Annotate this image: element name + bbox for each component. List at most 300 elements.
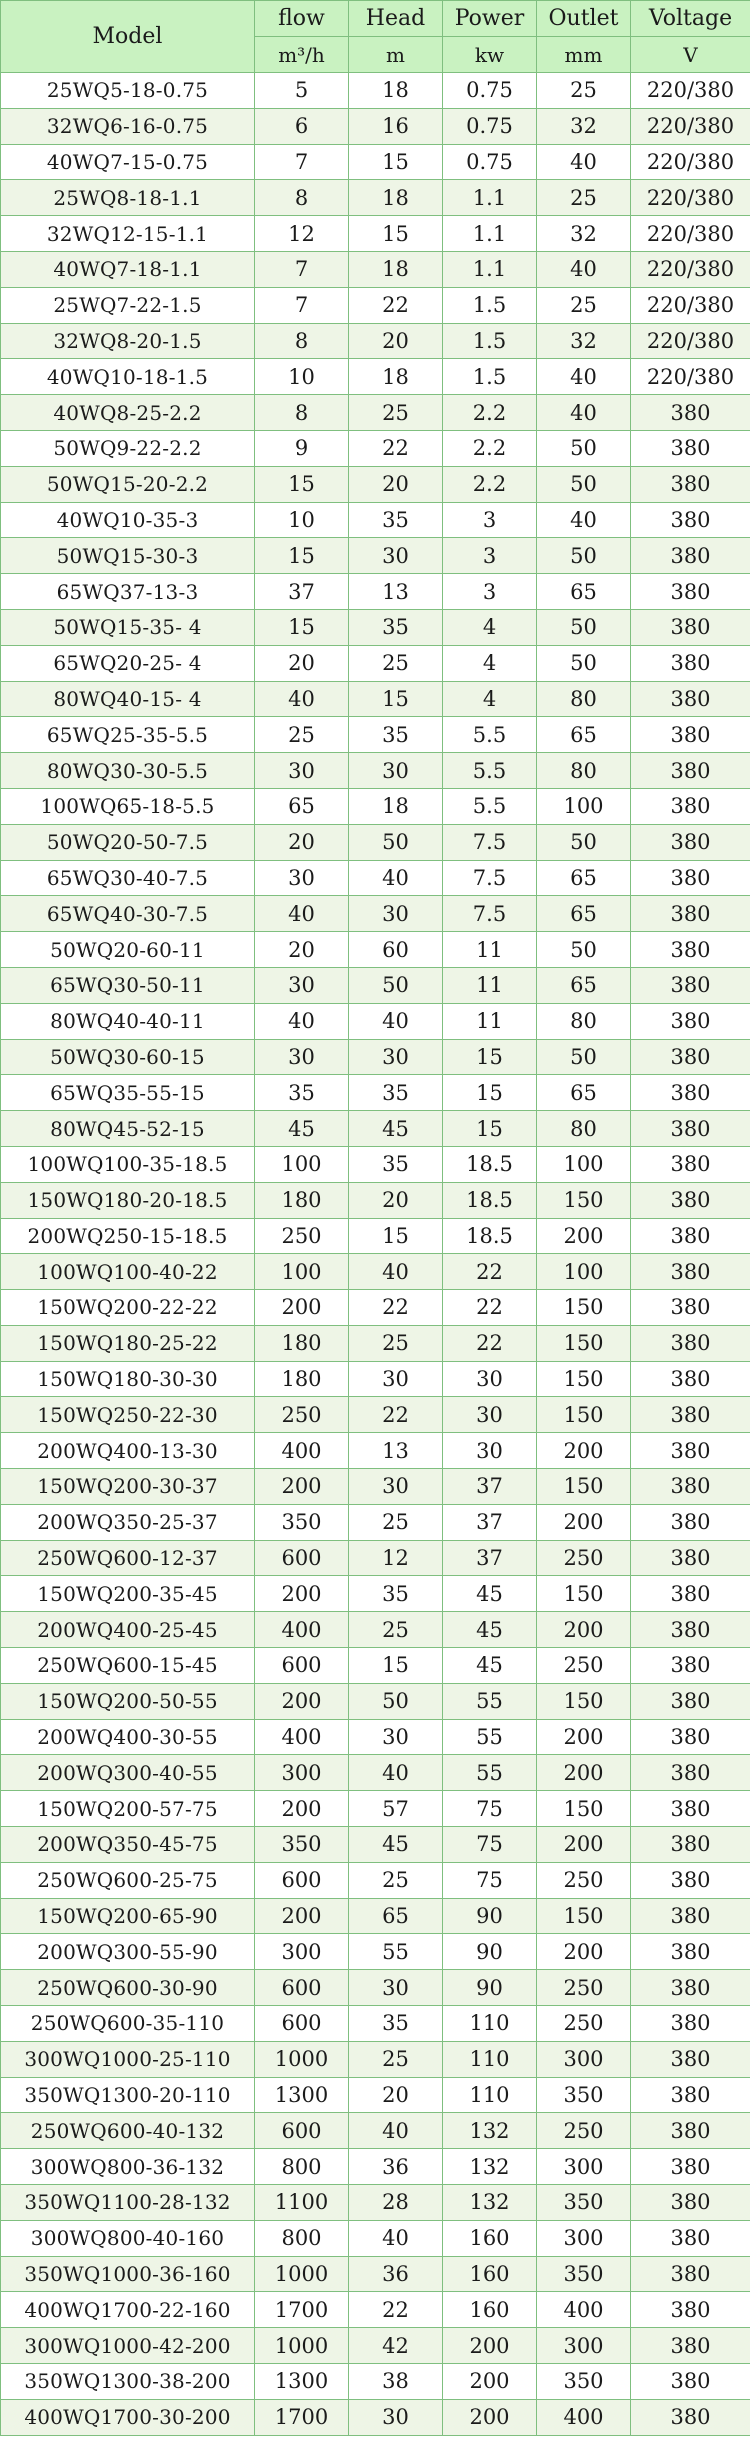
power-cell: 7.5: [443, 824, 537, 860]
model-cell: 300WQ1000-42-200: [1, 2328, 255, 2364]
power-cell: 1.1: [443, 180, 537, 216]
power-cell: 4: [443, 681, 537, 717]
outlet-cell: 25: [537, 180, 631, 216]
voltage-cell: 220/380: [631, 359, 750, 395]
power-cell: 0.75: [443, 144, 537, 180]
voltage-cell: 380: [631, 896, 750, 932]
power-cell: 0.75: [443, 73, 537, 109]
power-cell: 22: [443, 1290, 537, 1326]
model-cell: 65WQ30-50-11: [1, 967, 255, 1003]
model-cell: 50WQ30-60-15: [1, 1039, 255, 1075]
voltage-cell: 380: [631, 1970, 750, 2006]
model-cell: 80WQ40-40-11: [1, 1003, 255, 1039]
model-header: Model: [1, 1, 255, 73]
head-cell: 12: [349, 1540, 443, 1576]
model-cell: 40WQ7-15-0.75: [1, 144, 255, 180]
outlet-cell: 250: [537, 1970, 631, 2006]
outlet-cell: 32: [537, 216, 631, 252]
table-row: [1, 1504, 750, 1540]
table-row: [1, 1683, 750, 1719]
model-cell: 50WQ9-22-2.2: [1, 430, 255, 466]
flow-cell: 65: [255, 788, 349, 824]
power-cell: 160: [443, 2256, 537, 2292]
table-row: [1, 1290, 750, 1326]
flow-cell: 1700: [255, 2292, 349, 2328]
table-row: [1, 1003, 750, 1039]
voltage-cell: 380: [631, 932, 750, 968]
outlet-cell: 200: [537, 1218, 631, 1254]
voltage-cell: 380: [631, 1003, 750, 1039]
head-cell: 35: [349, 609, 443, 645]
table-row: [1, 967, 750, 1003]
flow-cell: 600: [255, 1862, 349, 1898]
voltage-cell: 380: [631, 1612, 750, 1648]
outlet-cell: 50: [537, 645, 631, 681]
power-cell: 15: [443, 1039, 537, 1075]
voltage-cell: 380: [631, 1540, 750, 1576]
voltage-cell: 380: [631, 2077, 750, 2113]
model-cell: 200WQ250-15-18.5: [1, 1218, 255, 1254]
outlet-cell: 200: [537, 1504, 631, 1540]
power-cell: 75: [443, 1791, 537, 1827]
outlet-cell: 100: [537, 1146, 631, 1182]
voltage-header: Voltage: [631, 1, 750, 37]
voltage-cell: 380: [631, 538, 750, 574]
head-cell: 30: [349, 1970, 443, 2006]
table-row: [1, 1970, 750, 2006]
power-cell: 1.5: [443, 323, 537, 359]
head-cell: 20: [349, 466, 443, 502]
outlet-cell: 65: [537, 717, 631, 753]
head-cell: 40: [349, 1755, 443, 1791]
model-cell: 25WQ7-22-1.5: [1, 287, 255, 323]
model-cell: 200WQ400-30-55: [1, 1719, 255, 1755]
model-cell: 250WQ600-12-37: [1, 1540, 255, 1576]
outlet-unit: mm: [537, 37, 631, 73]
model-cell: 150WQ180-30-30: [1, 1361, 255, 1397]
head-cell: 16: [349, 108, 443, 144]
outlet-cell: 300: [537, 2220, 631, 2256]
outlet-cell: 250: [537, 2006, 631, 2042]
voltage-cell: 380: [631, 1504, 750, 1540]
power-cell: 200: [443, 2328, 537, 2364]
outlet-cell: 300: [537, 2149, 631, 2185]
table-row: [1, 2399, 750, 2435]
head-cell: 30: [349, 1719, 443, 1755]
voltage-cell: 380: [631, 574, 750, 610]
head-cell: 60: [349, 932, 443, 968]
head-cell: 18: [349, 73, 443, 109]
head-cell: 45: [349, 1111, 443, 1147]
head-cell: 65: [349, 1898, 443, 1934]
power-header: Power: [443, 1, 537, 37]
voltage-cell: 380: [631, 2041, 750, 2077]
model-cell: 40WQ7-18-1.1: [1, 251, 255, 287]
head-cell: 30: [349, 2399, 443, 2435]
table-body: [1, 73, 750, 2436]
outlet-cell: 350: [537, 2256, 631, 2292]
model-cell: 50WQ20-50-7.5: [1, 824, 255, 860]
voltage-cell: 380: [631, 1325, 750, 1361]
model-cell: 250WQ600-30-90: [1, 1970, 255, 2006]
table-row: [1, 1218, 750, 1254]
flow-cell: 10: [255, 502, 349, 538]
flow-cell: 400: [255, 1612, 349, 1648]
outlet-cell: 50: [537, 932, 631, 968]
model-cell: 50WQ15-20-2.2: [1, 466, 255, 502]
head-header: Head: [349, 1, 443, 37]
voltage-cell: 380: [631, 1361, 750, 1397]
voltage-cell: 380: [631, 1111, 750, 1147]
table-row: [1, 1827, 750, 1863]
table-row: [1, 287, 750, 323]
table-row: [1, 1540, 750, 1576]
head-cell: 20: [349, 1182, 443, 1218]
power-cell: 75: [443, 1827, 537, 1863]
model-cell: 300WQ800-40-160: [1, 2220, 255, 2256]
model-cell: 50WQ15-35- 4: [1, 609, 255, 645]
head-cell: 35: [349, 1576, 443, 1612]
outlet-cell: 150: [537, 1576, 631, 1612]
voltage-cell: 380: [631, 2149, 750, 2185]
table-row: [1, 1719, 750, 1755]
model-cell: 350WQ1100-28-132: [1, 2185, 255, 2221]
head-cell: 18: [349, 359, 443, 395]
power-cell: 75: [443, 1862, 537, 1898]
head-cell: 57: [349, 1791, 443, 1827]
table-row: [1, 2006, 750, 2042]
voltage-cell: 380: [631, 2292, 750, 2328]
table-row: [1, 2256, 750, 2292]
flow-cell: 7: [255, 251, 349, 287]
power-cell: 160: [443, 2220, 537, 2256]
power-cell: 5.5: [443, 717, 537, 753]
outlet-cell: 80: [537, 753, 631, 789]
flow-cell: 250: [255, 1397, 349, 1433]
voltage-cell: 380: [631, 1182, 750, 1218]
voltage-cell: 380: [631, 788, 750, 824]
power-cell: 132: [443, 2185, 537, 2221]
power-cell: 22: [443, 1254, 537, 1290]
voltage-cell: 380: [631, 824, 750, 860]
flow-cell: 100: [255, 1254, 349, 1290]
power-cell: 55: [443, 1755, 537, 1791]
flow-cell: 9: [255, 430, 349, 466]
power-cell: 18.5: [443, 1182, 537, 1218]
head-cell: 45: [349, 1827, 443, 1863]
table-row: [1, 359, 750, 395]
header-row: [1, 1, 750, 37]
outlet-cell: 40: [537, 359, 631, 395]
model-cell: 100WQ100-35-18.5: [1, 1146, 255, 1182]
model-cell: 200WQ300-55-90: [1, 1934, 255, 1970]
power-cell: 11: [443, 932, 537, 968]
head-cell: 30: [349, 538, 443, 574]
model-cell: 400WQ1700-22-160: [1, 2292, 255, 2328]
outlet-cell: 200: [537, 1719, 631, 1755]
flow-cell: 200: [255, 1683, 349, 1719]
voltage-cell: 380: [631, 1469, 750, 1505]
power-cell: 132: [443, 2113, 537, 2149]
flow-cell: 30: [255, 967, 349, 1003]
power-cell: 30: [443, 1433, 537, 1469]
power-cell: 132: [443, 2149, 537, 2185]
flow-cell: 5: [255, 73, 349, 109]
table-row: [1, 1612, 750, 1648]
flow-cell: 1100: [255, 2185, 349, 2221]
model-cell: 150WQ200-35-45: [1, 1576, 255, 1612]
power-cell: 90: [443, 1898, 537, 1934]
flow-cell: 800: [255, 2149, 349, 2185]
table-row: [1, 144, 750, 180]
voltage-cell: 380: [631, 681, 750, 717]
outlet-cell: 40: [537, 144, 631, 180]
voltage-cell: 380: [631, 1039, 750, 1075]
model-cell: 100WQ65-18-5.5: [1, 788, 255, 824]
power-cell: 30: [443, 1361, 537, 1397]
power-cell: 37: [443, 1540, 537, 1576]
table-row: [1, 2041, 750, 2077]
table-row: [1, 1254, 750, 1290]
voltage-cell: 380: [631, 753, 750, 789]
power-cell: 45: [443, 1576, 537, 1612]
outlet-cell: 150: [537, 1898, 631, 1934]
voltage-cell: 380: [631, 430, 750, 466]
power-cell: 37: [443, 1469, 537, 1505]
outlet-cell: 400: [537, 2292, 631, 2328]
flow-cell: 7: [255, 287, 349, 323]
outlet-cell: 100: [537, 1254, 631, 1290]
table-row: [1, 2149, 750, 2185]
head-cell: 18: [349, 251, 443, 287]
outlet-cell: 250: [537, 1540, 631, 1576]
head-cell: 15: [349, 216, 443, 252]
table-row: [1, 2113, 750, 2149]
table-row: [1, 860, 750, 896]
outlet-cell: 40: [537, 395, 631, 431]
head-cell: 22: [349, 430, 443, 466]
power-cell: 15: [443, 1111, 537, 1147]
outlet-cell: 150: [537, 1290, 631, 1326]
power-cell: 18.5: [443, 1146, 537, 1182]
voltage-cell: 220/380: [631, 287, 750, 323]
table-row: [1, 251, 750, 287]
model-cell: 65WQ25-35-5.5: [1, 717, 255, 753]
flow-cell: 600: [255, 2113, 349, 2149]
head-cell: 38: [349, 2364, 443, 2400]
flow-cell: 30: [255, 1039, 349, 1075]
flow-unit: m³/h: [255, 37, 349, 73]
table-row: [1, 1576, 750, 1612]
voltage-cell: 380: [631, 1433, 750, 1469]
model-cell: 350WQ1300-38-200: [1, 2364, 255, 2400]
flow-cell: 7: [255, 144, 349, 180]
outlet-cell: 350: [537, 2364, 631, 2400]
table-row: [1, 323, 750, 359]
table-row: [1, 466, 750, 502]
table-row: [1, 574, 750, 610]
power-cell: 200: [443, 2399, 537, 2435]
model-cell: 300WQ800-36-132: [1, 2149, 255, 2185]
table-row: [1, 2292, 750, 2328]
flow-cell: 10: [255, 359, 349, 395]
power-cell: 15: [443, 1075, 537, 1111]
outlet-cell: 200: [537, 1755, 631, 1791]
voltage-cell: 380: [631, 2113, 750, 2149]
flow-cell: 1300: [255, 2364, 349, 2400]
table-row: [1, 1075, 750, 1111]
outlet-cell: 250: [537, 2113, 631, 2149]
outlet-cell: 40: [537, 251, 631, 287]
head-cell: 22: [349, 2292, 443, 2328]
table-row: [1, 108, 750, 144]
outlet-cell: 25: [537, 73, 631, 109]
head-cell: 35: [349, 502, 443, 538]
flow-cell: 1300: [255, 2077, 349, 2113]
power-cell: 1.5: [443, 359, 537, 395]
outlet-cell: 150: [537, 1182, 631, 1218]
model-cell: 25WQ8-18-1.1: [1, 180, 255, 216]
head-cell: 35: [349, 1146, 443, 1182]
head-cell: 40: [349, 2113, 443, 2149]
flow-cell: 35: [255, 1075, 349, 1111]
flow-cell: 15: [255, 538, 349, 574]
voltage-cell: 380: [631, 1683, 750, 1719]
flow-cell: 100: [255, 1146, 349, 1182]
head-cell: 40: [349, 2220, 443, 2256]
head-cell: 25: [349, 395, 443, 431]
outlet-cell: 50: [537, 824, 631, 860]
outlet-cell: 65: [537, 1075, 631, 1111]
head-cell: 40: [349, 1254, 443, 1290]
power-cell: 90: [443, 1934, 537, 1970]
table-row: [1, 1648, 750, 1684]
outlet-cell: 65: [537, 860, 631, 896]
outlet-cell: 200: [537, 1827, 631, 1863]
model-cell: 250WQ600-25-75: [1, 1862, 255, 1898]
power-cell: 30: [443, 1397, 537, 1433]
table-row: [1, 2077, 750, 2113]
table-row: [1, 1469, 750, 1505]
table-row: [1, 1397, 750, 1433]
flow-cell: 15: [255, 609, 349, 645]
voltage-cell: 380: [631, 717, 750, 753]
outlet-cell: 350: [537, 2077, 631, 2113]
power-cell: 11: [443, 1003, 537, 1039]
flow-cell: 300: [255, 1755, 349, 1791]
outlet-cell: 50: [537, 538, 631, 574]
model-cell: 150WQ250-22-30: [1, 1397, 255, 1433]
head-cell: 15: [349, 681, 443, 717]
head-cell: 30: [349, 753, 443, 789]
flow-cell: 15: [255, 466, 349, 502]
flow-cell: 600: [255, 1648, 349, 1684]
model-cell: 32WQ6-16-0.75: [1, 108, 255, 144]
voltage-cell: 220/380: [631, 73, 750, 109]
head-cell: 50: [349, 824, 443, 860]
power-cell: 4: [443, 609, 537, 645]
model-cell: 100WQ100-40-22: [1, 1254, 255, 1290]
power-cell: 2.2: [443, 395, 537, 431]
outlet-cell: 200: [537, 1612, 631, 1648]
flow-cell: 600: [255, 1970, 349, 2006]
head-cell: 25: [349, 1504, 443, 1540]
voltage-cell: 380: [631, 1397, 750, 1433]
flow-cell: 200: [255, 1290, 349, 1326]
flow-cell: 1000: [255, 2328, 349, 2364]
head-cell: 30: [349, 1469, 443, 1505]
voltage-cell: 380: [631, 1576, 750, 1612]
voltage-cell: 220/380: [631, 108, 750, 144]
flow-cell: 37: [255, 574, 349, 610]
head-cell: 15: [349, 1218, 443, 1254]
outlet-cell: 150: [537, 1325, 631, 1361]
table-row: [1, 753, 750, 789]
flow-cell: 180: [255, 1182, 349, 1218]
table-row: [1, 538, 750, 574]
flow-cell: 350: [255, 1504, 349, 1540]
power-cell: 55: [443, 1683, 537, 1719]
model-cell: 150WQ200-57-75: [1, 1791, 255, 1827]
flow-cell: 8: [255, 323, 349, 359]
voltage-cell: 380: [631, 2399, 750, 2435]
head-cell: 36: [349, 2256, 443, 2292]
head-cell: 55: [349, 1934, 443, 1970]
table-row: [1, 1433, 750, 1469]
head-cell: 18: [349, 788, 443, 824]
outlet-cell: 50: [537, 1039, 631, 1075]
flow-cell: 1000: [255, 2256, 349, 2292]
voltage-cell: 380: [631, 1755, 750, 1791]
power-cell: 3: [443, 502, 537, 538]
flow-cell: 800: [255, 2220, 349, 2256]
table-row: [1, 932, 750, 968]
power-cell: 1.1: [443, 251, 537, 287]
head-cell: 15: [349, 144, 443, 180]
model-cell: 150WQ200-22-22: [1, 1290, 255, 1326]
head-cell: 40: [349, 860, 443, 896]
table-row: [1, 180, 750, 216]
outlet-cell: 65: [537, 574, 631, 610]
table-row: [1, 395, 750, 431]
model-cell: 150WQ180-25-22: [1, 1325, 255, 1361]
voltage-cell: 380: [631, 2256, 750, 2292]
table-row: [1, 1111, 750, 1147]
model-cell: 80WQ45-52-15: [1, 1111, 255, 1147]
outlet-cell: 150: [537, 1791, 631, 1827]
voltage-cell: 380: [631, 1648, 750, 1684]
model-cell: 32WQ8-20-1.5: [1, 323, 255, 359]
head-cell: 30: [349, 1361, 443, 1397]
head-cell: 36: [349, 2149, 443, 2185]
flow-cell: 1700: [255, 2399, 349, 2435]
flow-cell: 400: [255, 1433, 349, 1469]
voltage-cell: 380: [631, 395, 750, 431]
outlet-cell: 100: [537, 788, 631, 824]
model-cell: 350WQ1300-20-110: [1, 2077, 255, 2113]
outlet-cell: 50: [537, 466, 631, 502]
flow-cell: 600: [255, 1540, 349, 1576]
outlet-cell: 80: [537, 681, 631, 717]
voltage-cell: 380: [631, 967, 750, 1003]
power-cell: 1.5: [443, 287, 537, 323]
outlet-cell: 40: [537, 502, 631, 538]
outlet-cell: 50: [537, 430, 631, 466]
flow-cell: 600: [255, 2006, 349, 2042]
model-cell: 80WQ30-30-5.5: [1, 753, 255, 789]
power-cell: 90: [443, 1970, 537, 2006]
model-cell: 32WQ12-15-1.1: [1, 216, 255, 252]
